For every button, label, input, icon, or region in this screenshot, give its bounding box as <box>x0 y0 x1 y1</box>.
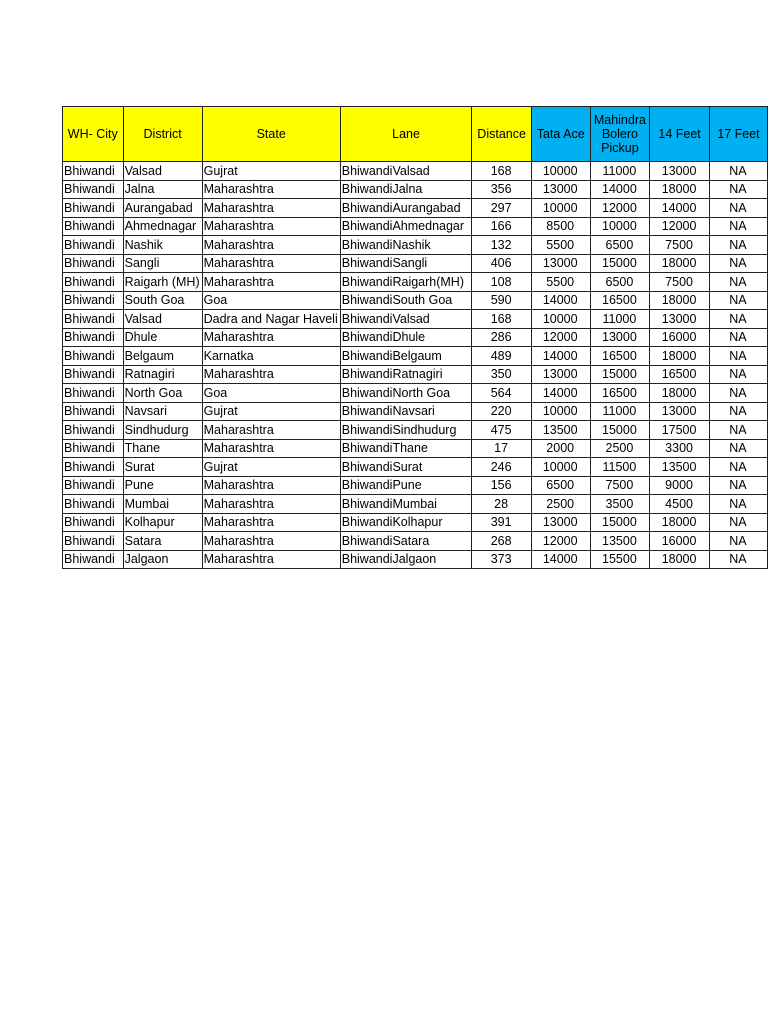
cell-distance[interactable]: 475 <box>472 421 531 440</box>
cell-tata-ace[interactable]: 13000 <box>531 254 590 273</box>
cell-distance[interactable]: 156 <box>472 476 531 495</box>
cell-state[interactable]: Maharashtra <box>202 365 340 384</box>
cell-14-feet[interactable]: 7500 <box>650 273 710 292</box>
cell-distance[interactable]: 590 <box>472 291 531 310</box>
cell-17-feet[interactable]: NA <box>709 180 767 199</box>
cell-tata-ace[interactable]: 10000 <box>531 162 590 181</box>
cell-lane[interactable]: BhiwandiPune <box>340 476 472 495</box>
cell-lane[interactable]: BhiwandiRaigarh(MH) <box>340 273 472 292</box>
cell-tata-ace[interactable]: 14000 <box>531 347 590 366</box>
cell-mahindra-bolero-pickup[interactable]: 15000 <box>590 254 650 273</box>
table-row <box>63 310 768 329</box>
cell-17-feet[interactable]: NA <box>709 365 767 384</box>
cell-17-feet[interactable]: NA <box>709 421 767 440</box>
cell-mahindra-bolero-pickup[interactable]: 16500 <box>590 384 650 403</box>
cell-wh-city[interactable]: Bhiwandi <box>63 550 124 569</box>
cell-14-feet[interactable]: 16500 <box>650 365 710 384</box>
table-row <box>63 421 768 440</box>
cell-lane[interactable]: BhiwandiNorth Goa <box>340 384 472 403</box>
header-lane[interactable]: Lane <box>340 107 472 162</box>
cell-district[interactable]: South Goa <box>123 291 202 310</box>
cell-wh-city[interactable]: Bhiwandi <box>63 532 124 551</box>
cell-mahindra-bolero-pickup[interactable]: 7500 <box>590 476 650 495</box>
table-row <box>63 439 768 458</box>
cell-tata-ace[interactable]: 10000 <box>531 402 590 421</box>
cell-state[interactable]: Maharashtra <box>202 199 340 218</box>
cell-lane[interactable]: BhiwandiAhmednagar <box>340 217 472 236</box>
cell-district[interactable]: Navsari <box>123 402 202 421</box>
cell-state[interactable]: Maharashtra <box>202 439 340 458</box>
table-header <box>63 107 768 162</box>
header-14-feet[interactable]: 14 Feet <box>650 107 710 162</box>
header-17-feet[interactable]: 17 Feet <box>709 107 767 162</box>
table-row <box>63 291 768 310</box>
cell-mahindra-bolero-pickup[interactable]: 15000 <box>590 513 650 532</box>
cell-wh-city[interactable]: Bhiwandi <box>63 328 124 347</box>
cell-mahindra-bolero-pickup[interactable]: 2500 <box>590 439 650 458</box>
cell-state[interactable]: Maharashtra <box>202 421 340 440</box>
cell-lane[interactable]: BhiwandiNashik <box>340 236 472 255</box>
cell-district[interactable]: Kolhapur <box>123 513 202 532</box>
cell-state[interactable]: Maharashtra <box>202 273 340 292</box>
cell-district[interactable]: Sangli <box>123 254 202 273</box>
cell-state[interactable]: Gujrat <box>202 458 340 477</box>
cell-distance[interactable]: 108 <box>472 273 531 292</box>
cell-wh-city[interactable]: Bhiwandi <box>63 199 124 218</box>
cell-district[interactable]: Belgaum <box>123 347 202 366</box>
cell-state[interactable]: Goa <box>202 291 340 310</box>
cell-lane[interactable]: BhiwandiSatara <box>340 532 472 551</box>
cell-state[interactable]: Maharashtra <box>202 180 340 199</box>
cell-mahindra-bolero-pickup[interactable]: 12000 <box>590 199 650 218</box>
cell-state[interactable]: Maharashtra <box>202 495 340 514</box>
cell-distance[interactable]: 406 <box>472 254 531 273</box>
cell-wh-city[interactable]: Bhiwandi <box>63 513 124 532</box>
cell-wh-city[interactable]: Bhiwandi <box>63 476 124 495</box>
cell-lane[interactable]: BhiwandiValsad <box>340 310 472 329</box>
cell-17-feet[interactable]: NA <box>709 384 767 403</box>
cell-state[interactable]: Dadra and Nagar Haveli <box>202 310 340 329</box>
cell-tata-ace[interactable]: 10000 <box>531 458 590 477</box>
cell-tata-ace[interactable]: 14000 <box>531 291 590 310</box>
cell-mahindra-bolero-pickup[interactable]: 6500 <box>590 236 650 255</box>
cell-17-feet[interactable]: NA <box>709 476 767 495</box>
cell-17-feet[interactable]: NA <box>709 273 767 292</box>
cell-distance[interactable]: 373 <box>472 550 531 569</box>
header-row <box>63 107 768 162</box>
cell-17-feet[interactable]: NA <box>709 402 767 421</box>
table-row <box>63 162 768 181</box>
cell-mahindra-bolero-pickup[interactable]: 11500 <box>590 458 650 477</box>
cell-lane[interactable]: BhiwandiBelgaum <box>340 347 472 366</box>
cell-district[interactable]: Nashik <box>123 236 202 255</box>
cell-14-feet[interactable]: 13000 <box>650 310 710 329</box>
cell-district[interactable]: Valsad <box>123 162 202 181</box>
header-district[interactable]: District <box>123 107 202 162</box>
cell-17-feet[interactable]: NA <box>709 495 767 514</box>
cell-tata-ace[interactable]: 5500 <box>531 273 590 292</box>
cell-14-feet[interactable]: 18000 <box>650 550 710 569</box>
cell-14-feet[interactable]: 3300 <box>650 439 710 458</box>
cell-tata-ace[interactable]: 5500 <box>531 236 590 255</box>
cell-tata-ace[interactable]: 13500 <box>531 421 590 440</box>
cell-14-feet[interactable]: 18000 <box>650 291 710 310</box>
cell-17-feet[interactable]: NA <box>709 310 767 329</box>
cell-14-feet[interactable]: 13000 <box>650 402 710 421</box>
cell-17-feet[interactable]: NA <box>709 236 767 255</box>
header-mahindra-bolero-pickup[interactable]: Mahindra Bolero Pickup <box>590 107 650 162</box>
cell-14-feet[interactable]: 13000 <box>650 162 710 181</box>
header-state[interactable]: State <box>202 107 340 162</box>
cell-wh-city[interactable]: Bhiwandi <box>63 347 124 366</box>
cell-14-feet[interactable]: 16000 <box>650 532 710 551</box>
cell-17-feet[interactable]: NA <box>709 439 767 458</box>
cell-state[interactable]: Maharashtra <box>202 513 340 532</box>
cell-district[interactable]: Pune <box>123 476 202 495</box>
freight-rate-table <box>62 106 768 569</box>
cell-tata-ace[interactable]: 14000 <box>531 550 590 569</box>
cell-district[interactable]: Aurangabad <box>123 199 202 218</box>
cell-mahindra-bolero-pickup[interactable]: 6500 <box>590 273 650 292</box>
cell-wh-city[interactable]: Bhiwandi <box>63 439 124 458</box>
table-row <box>63 458 768 477</box>
cell-state[interactable]: Maharashtra <box>202 328 340 347</box>
cell-14-feet[interactable]: 13500 <box>650 458 710 477</box>
cell-state[interactable]: Maharashtra <box>202 550 340 569</box>
cell-14-feet[interactable]: 17500 <box>650 421 710 440</box>
cell-district[interactable]: Dhule <box>123 328 202 347</box>
cell-wh-city[interactable]: Bhiwandi <box>63 365 124 384</box>
cell-district[interactable]: Valsad <box>123 310 202 329</box>
cell-mahindra-bolero-pickup[interactable]: 15000 <box>590 365 650 384</box>
cell-distance[interactable]: 268 <box>472 532 531 551</box>
cell-district[interactable]: Raigarh (MH) <box>123 273 202 292</box>
cell-state[interactable]: Maharashtra <box>202 254 340 273</box>
cell-wh-city[interactable]: Bhiwandi <box>63 458 124 477</box>
cell-mahindra-bolero-pickup[interactable]: 15500 <box>590 550 650 569</box>
cell-17-feet[interactable]: NA <box>709 532 767 551</box>
cell-distance[interactable]: 132 <box>472 236 531 255</box>
cell-mahindra-bolero-pickup[interactable]: 11000 <box>590 402 650 421</box>
cell-lane[interactable]: BhiwandiSangli <box>340 254 472 273</box>
cell-distance[interactable]: 489 <box>472 347 531 366</box>
cell-wh-city[interactable]: Bhiwandi <box>63 217 124 236</box>
cell-14-feet[interactable]: 14000 <box>650 199 710 218</box>
cell-lane[interactable]: BhiwandiJalgaon <box>340 550 472 569</box>
cell-tata-ace[interactable]: 2000 <box>531 439 590 458</box>
header-wh-city[interactable]: WH- City <box>63 107 124 162</box>
cell-state[interactable]: Maharashtra <box>202 476 340 495</box>
cell-17-feet[interactable]: NA <box>709 458 767 477</box>
table-row <box>63 513 768 532</box>
cell-tata-ace[interactable]: 6500 <box>531 476 590 495</box>
table-row <box>63 347 768 366</box>
cell-wh-city[interactable]: Bhiwandi <box>63 310 124 329</box>
cell-17-feet[interactable]: NA <box>709 162 767 181</box>
cell-tata-ace[interactable]: 8500 <box>531 217 590 236</box>
cell-mahindra-bolero-pickup[interactable]: 13000 <box>590 328 650 347</box>
table-row <box>63 236 768 255</box>
cell-wh-city[interactable]: Bhiwandi <box>63 384 124 403</box>
cell-17-feet[interactable]: NA <box>709 347 767 366</box>
cell-distance[interactable]: 168 <box>472 310 531 329</box>
cell-district[interactable]: Surat <box>123 458 202 477</box>
cell-distance[interactable]: 350 <box>472 365 531 384</box>
table-row <box>63 273 768 292</box>
cell-distance[interactable]: 286 <box>472 328 531 347</box>
cell-tata-ace[interactable]: 14000 <box>531 384 590 403</box>
cell-district[interactable]: Ahmednagar <box>123 217 202 236</box>
cell-tata-ace[interactable]: 13000 <box>531 513 590 532</box>
cell-district[interactable]: Sindhudurg <box>123 421 202 440</box>
cell-district[interactable]: North Goa <box>123 384 202 403</box>
cell-distance[interactable]: 391 <box>472 513 531 532</box>
cell-lane[interactable]: BhiwandiRatnagiri <box>340 365 472 384</box>
cell-district[interactable]: Ratnagiri <box>123 365 202 384</box>
cell-wh-city[interactable]: Bhiwandi <box>63 162 124 181</box>
cell-tata-ace[interactable]: 10000 <box>531 310 590 329</box>
table-row <box>63 402 768 421</box>
cell-17-feet[interactable]: NA <box>709 291 767 310</box>
cell-district[interactable]: Jalna <box>123 180 202 199</box>
table-row <box>63 495 768 514</box>
cell-tata-ace[interactable]: 13000 <box>531 180 590 199</box>
cell-wh-city[interactable]: Bhiwandi <box>63 180 124 199</box>
cell-distance[interactable]: 297 <box>472 199 531 218</box>
cell-14-feet[interactable]: 18000 <box>650 180 710 199</box>
cell-tata-ace[interactable]: 12000 <box>531 328 590 347</box>
cell-lane[interactable]: BhiwandiSindhudurg <box>340 421 472 440</box>
cell-17-feet[interactable]: NA <box>709 550 767 569</box>
table-row <box>63 254 768 273</box>
cell-mahindra-bolero-pickup[interactable]: 3500 <box>590 495 650 514</box>
header-distance[interactable]: Distance <box>472 107 531 162</box>
cell-tata-ace[interactable]: 10000 <box>531 199 590 218</box>
cell-mahindra-bolero-pickup[interactable]: 16500 <box>590 291 650 310</box>
cell-tata-ace[interactable]: 12000 <box>531 532 590 551</box>
cell-wh-city[interactable]: Bhiwandi <box>63 421 124 440</box>
cell-state[interactable]: Maharashtra <box>202 217 340 236</box>
cell-distance[interactable]: 28 <box>472 495 531 514</box>
cell-state[interactable]: Karnatka <box>202 347 340 366</box>
cell-distance[interactable]: 564 <box>472 384 531 403</box>
cell-mahindra-bolero-pickup[interactable]: 11000 <box>590 310 650 329</box>
cell-14-feet[interactable]: 12000 <box>650 217 710 236</box>
cell-17-feet[interactable]: NA <box>709 513 767 532</box>
cell-14-feet[interactable]: 7500 <box>650 236 710 255</box>
cell-distance[interactable]: 168 <box>472 162 531 181</box>
cell-lane[interactable]: BhiwandiNavsari <box>340 402 472 421</box>
cell-lane[interactable]: BhiwandiValsad <box>340 162 472 181</box>
cell-lane[interactable]: BhiwandiAurangabad <box>340 199 472 218</box>
cell-lane[interactable]: BhiwandiThane <box>340 439 472 458</box>
cell-mahindra-bolero-pickup[interactable]: 15000 <box>590 421 650 440</box>
cell-14-feet[interactable]: 4500 <box>650 495 710 514</box>
cell-mahindra-bolero-pickup[interactable]: 11000 <box>590 162 650 181</box>
table-body <box>63 162 768 569</box>
cell-wh-city[interactable]: Bhiwandi <box>63 236 124 255</box>
cell-district[interactable]: Thane <box>123 439 202 458</box>
table-row <box>63 180 768 199</box>
cell-distance[interactable]: 17 <box>472 439 531 458</box>
cell-distance[interactable]: 166 <box>472 217 531 236</box>
cell-tata-ace[interactable]: 13000 <box>531 365 590 384</box>
cell-lane[interactable]: BhiwandiDhule <box>340 328 472 347</box>
cell-district[interactable]: Jalgaon <box>123 550 202 569</box>
cell-lane[interactable]: BhiwandiMumbai <box>340 495 472 514</box>
cell-wh-city[interactable]: Bhiwandi <box>63 402 124 421</box>
cell-distance[interactable]: 220 <box>472 402 531 421</box>
cell-state[interactable]: Maharashtra <box>202 236 340 255</box>
cell-17-feet[interactable]: NA <box>709 199 767 218</box>
cell-14-feet[interactable]: 18000 <box>650 347 710 366</box>
cell-14-feet[interactable]: 9000 <box>650 476 710 495</box>
cell-wh-city[interactable]: Bhiwandi <box>63 273 124 292</box>
table-row <box>63 550 768 569</box>
table-row <box>63 328 768 347</box>
table-row <box>63 476 768 495</box>
cell-17-feet[interactable]: NA <box>709 217 767 236</box>
cell-14-feet[interactable]: 18000 <box>650 384 710 403</box>
cell-state[interactable]: Gujrat <box>202 402 340 421</box>
table-row <box>63 384 768 403</box>
table-row <box>63 199 768 218</box>
cell-state[interactable]: Maharashtra <box>202 532 340 551</box>
cell-state[interactable]: Gujrat <box>202 162 340 181</box>
table-row <box>63 217 768 236</box>
cell-district[interactable]: Satara <box>123 532 202 551</box>
cell-mahindra-bolero-pickup[interactable]: 10000 <box>590 217 650 236</box>
table-row <box>63 532 768 551</box>
cell-14-feet[interactable]: 16000 <box>650 328 710 347</box>
cell-district[interactable]: Mumbai <box>123 495 202 514</box>
cell-14-feet[interactable]: 18000 <box>650 513 710 532</box>
cell-mahindra-bolero-pickup[interactable]: 16500 <box>590 347 650 366</box>
cell-mahindra-bolero-pickup[interactable]: 14000 <box>590 180 650 199</box>
cell-17-feet[interactable]: NA <box>709 328 767 347</box>
cell-mahindra-bolero-pickup[interactable]: 13500 <box>590 532 650 551</box>
cell-lane[interactable]: BhiwandiKolhapur <box>340 513 472 532</box>
cell-wh-city[interactable]: Bhiwandi <box>63 254 124 273</box>
header-tata-ace[interactable]: Tata Ace <box>531 107 590 162</box>
cell-wh-city[interactable]: Bhiwandi <box>63 495 124 514</box>
cell-state[interactable]: Goa <box>202 384 340 403</box>
cell-distance[interactable]: 356 <box>472 180 531 199</box>
table-row <box>63 365 768 384</box>
cell-lane[interactable]: BhiwandiSurat <box>340 458 472 477</box>
cell-lane[interactable]: BhiwandiSouth Goa <box>340 291 472 310</box>
cell-lane[interactable]: BhiwandiJalna <box>340 180 472 199</box>
cell-distance[interactable]: 246 <box>472 458 531 477</box>
cell-17-feet[interactable]: NA <box>709 254 767 273</box>
cell-14-feet[interactable]: 18000 <box>650 254 710 273</box>
cell-wh-city[interactable]: Bhiwandi <box>63 291 124 310</box>
cell-tata-ace[interactable]: 2500 <box>531 495 590 514</box>
